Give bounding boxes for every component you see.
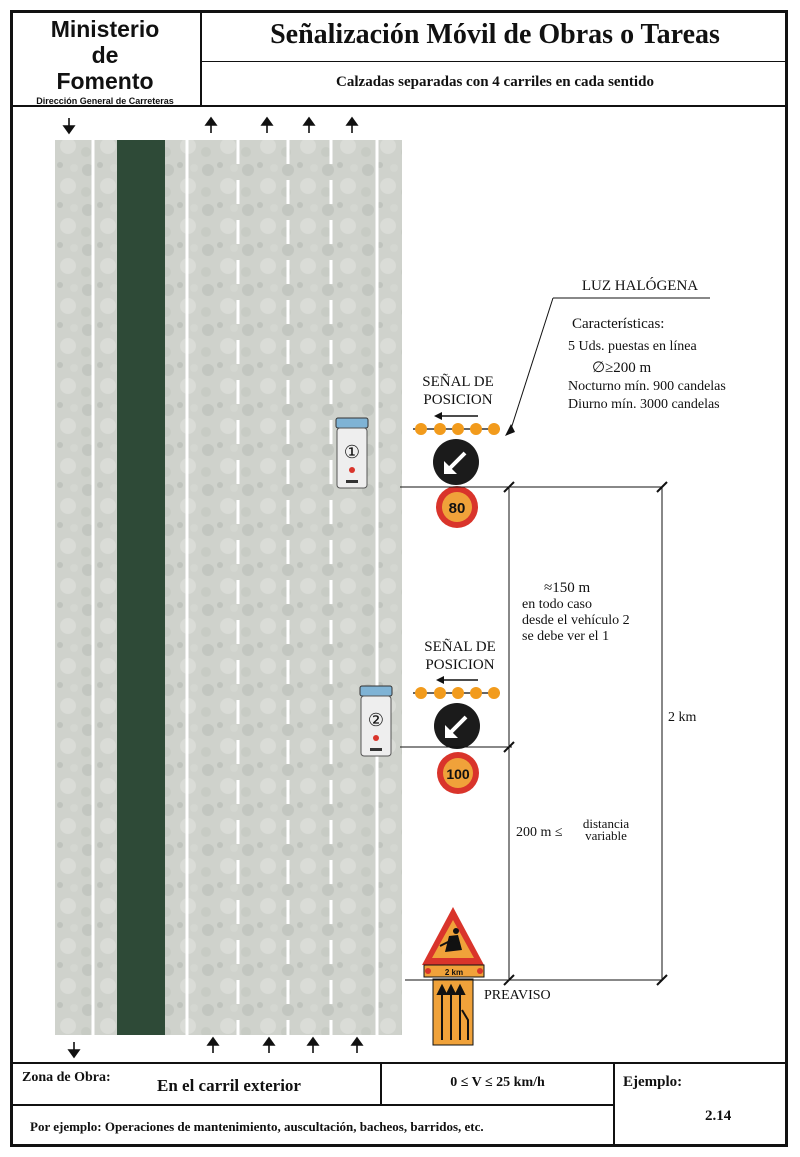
bottom-direction-arrows xyxy=(69,1038,362,1057)
example-number: 2.14 xyxy=(705,1108,732,1124)
up-arrow-icon xyxy=(264,1038,274,1053)
speed-limit-1-value: 80 xyxy=(448,500,466,517)
lane-closure-sign xyxy=(433,979,473,1045)
up-arrow-icon xyxy=(262,118,272,133)
characteristics-line-4: Diurno mín. 3000 candelas xyxy=(568,397,720,412)
vehicle-2-number: ② xyxy=(367,710,385,730)
vehicle-2 xyxy=(360,686,392,756)
up-arrow-icon xyxy=(308,1038,318,1053)
keep-left-sign-2-icon xyxy=(434,703,480,749)
characteristics-label: Características: xyxy=(572,316,665,332)
up-arrow-icon xyxy=(347,118,357,133)
position-sign-2-label-a: SEÑAL DE xyxy=(424,639,496,655)
leader-arrowhead-icon xyxy=(505,424,515,436)
operations-note: Por ejemplo: Operaciones de mantenimiento, auscultación, bacheos, barridos, etc. xyxy=(30,1119,484,1134)
distance-2-top: distancia xyxy=(582,816,630,831)
total-distance-label: 2 km xyxy=(668,710,697,725)
position-sign-2-label-b: POSICION xyxy=(425,657,495,673)
distance-1-value: ≈150 m xyxy=(544,580,591,596)
ministry-line-3: Fomento xyxy=(56,68,154,94)
keep-left-sign-1-icon xyxy=(433,439,479,485)
preaviso-label: PREAVISO xyxy=(484,988,551,1003)
up-arrow-icon xyxy=(304,118,314,133)
up-arrow-icon xyxy=(206,118,216,133)
ministry-line-1: Ministerio xyxy=(50,16,160,42)
lamp-bar-2 xyxy=(413,687,500,699)
distance-2-prefix: 200 m ≤ xyxy=(516,825,563,840)
down-arrow-icon xyxy=(64,118,74,133)
up-arrow-icon xyxy=(208,1038,218,1053)
halogen-leader-line xyxy=(510,298,553,432)
road-surface xyxy=(55,140,402,1035)
speed-range: 0 ≤ V ≤ 25 km/h xyxy=(450,1075,545,1090)
distance-2-bottom: variable xyxy=(585,828,627,843)
lamp-bar-1 xyxy=(413,423,500,435)
zone-cell xyxy=(10,1062,382,1106)
distance-1-note-b: desde el vehículo 2 xyxy=(522,613,630,628)
up-arrow-icon xyxy=(352,1038,362,1053)
distance-1-note-a: en todo caso xyxy=(522,597,592,612)
speed-limit-100-sign xyxy=(437,752,479,794)
position-sign-1-arrow-icon xyxy=(434,412,478,420)
zone-value: En el carril exterior xyxy=(157,1076,301,1095)
zone-label: Zona de Obra: xyxy=(22,1070,111,1085)
speed-limit-80-sign xyxy=(436,486,478,528)
characteristics-line-3: Nocturno mín. 900 candelas xyxy=(568,379,726,394)
speed-cell xyxy=(380,1062,615,1106)
note-cell xyxy=(10,1104,615,1147)
ministry-line-2: de xyxy=(91,42,119,68)
sheet-subtitle: Calzadas separadas con 4 carriles en cada sentido xyxy=(202,62,788,107)
median-strip xyxy=(117,140,165,1035)
road xyxy=(55,140,402,1035)
halogen-light-title: LUZ HALÓGENA xyxy=(581,278,699,294)
position-sign-2-arrow-icon xyxy=(436,676,478,684)
distance-1-note-c: se debe ver el 1 xyxy=(522,629,610,644)
sheet-title: Señalización Móvil de Obras o Tareas xyxy=(202,10,788,62)
directorate-label: Dirección General de Carreteras xyxy=(36,96,174,106)
roadworks-warning-sign xyxy=(422,907,484,977)
example-cell xyxy=(613,1062,788,1147)
down-arrow-icon xyxy=(69,1042,79,1057)
vehicle-1 xyxy=(336,418,368,488)
position-sign-1-label-b: POSICION xyxy=(423,392,493,408)
speed-limit-2-value: 100 xyxy=(446,766,470,782)
position-sign-1-label-a: SEÑAL DE xyxy=(422,374,494,390)
characteristics-line-2: ∅≥200 m xyxy=(592,360,652,376)
example-label: Ejemplo: xyxy=(623,1074,683,1090)
characteristics-line-1: 5 Uds. puestas en línea xyxy=(568,339,697,354)
warning-plate-text: 2 km xyxy=(444,968,464,977)
vehicle-1-number: ① xyxy=(343,442,361,462)
top-direction-arrows xyxy=(64,118,357,133)
